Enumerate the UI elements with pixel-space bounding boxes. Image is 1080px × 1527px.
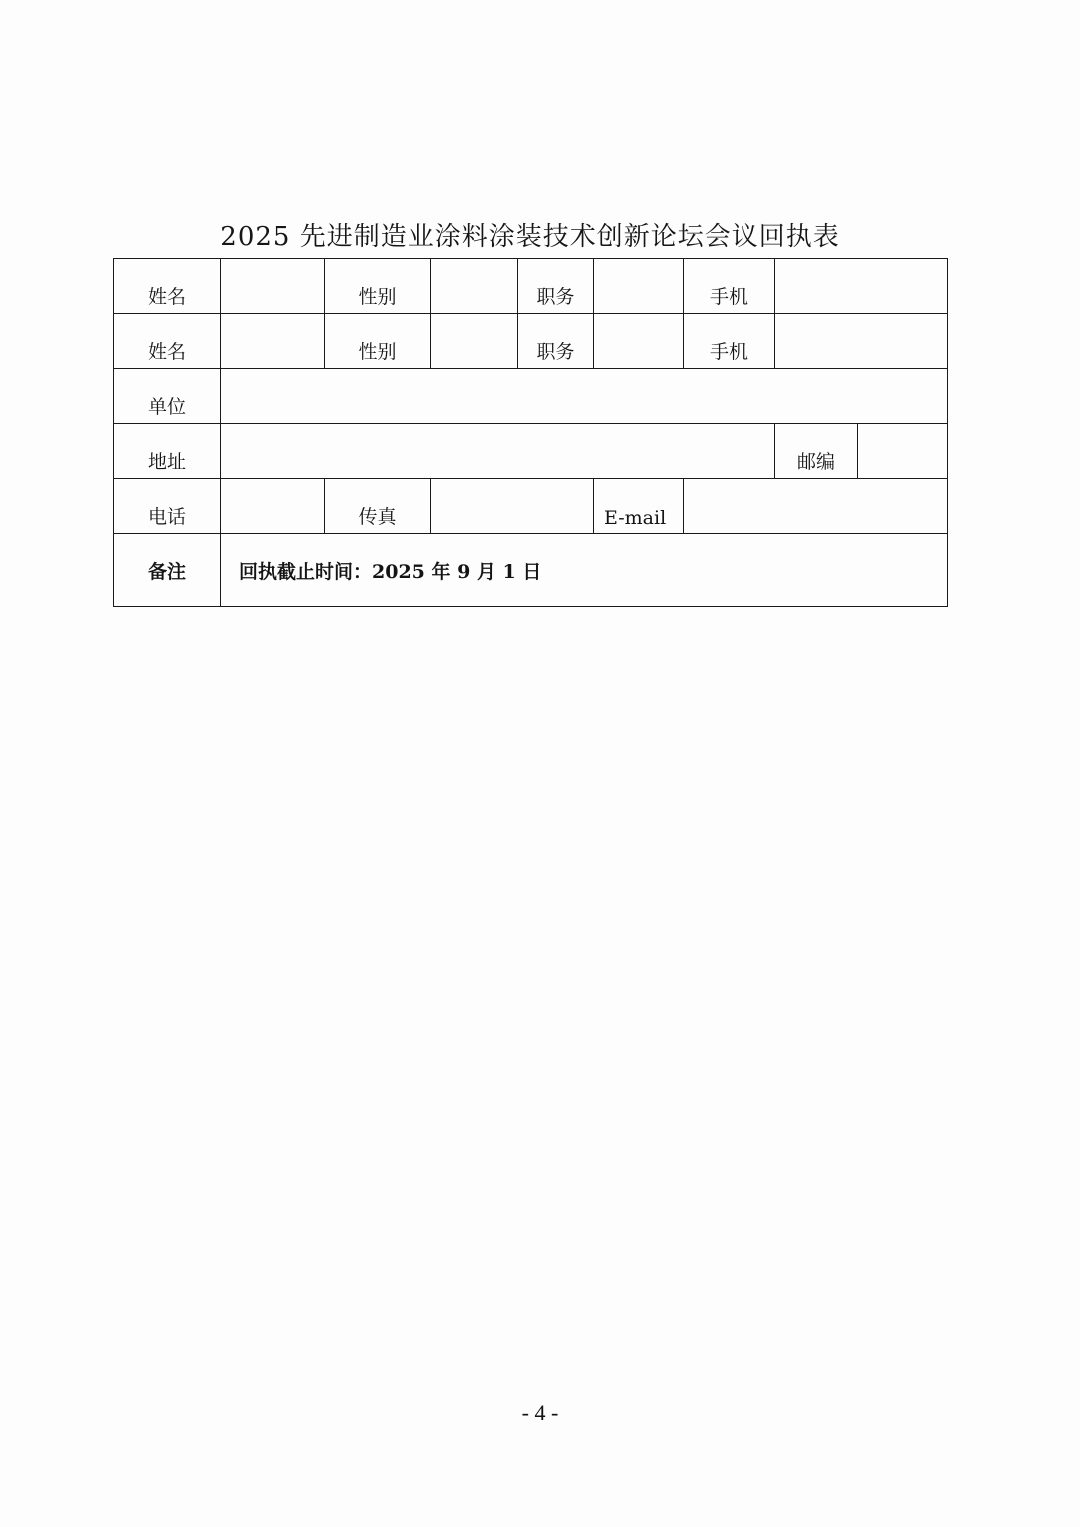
note-row [114,534,948,607]
position-field-1[interactable] [594,259,684,314]
gender-field-2[interactable] [431,314,518,369]
position-label-2: 职务 [518,314,594,369]
organization-field[interactable] [221,369,948,424]
mobile-field-2[interactable] [775,314,948,369]
form-title: 2025 先进制造业涂料涂装技术创新论坛会议回执表 [220,222,840,252]
mobile-field-1[interactable] [775,259,948,314]
attendee-row-2 [114,314,948,369]
mobile-label-1: 手机 [684,259,775,314]
note-label: 备注 [114,534,221,607]
organization-row [114,369,948,424]
address-label: 地址 [114,424,221,479]
email-field[interactable] [684,479,948,534]
phone-label: 电话 [114,479,221,534]
name-label-2: 姓名 [114,314,221,369]
gender-label-1: 性别 [325,259,431,314]
email-label: E-mail [594,479,684,534]
postcode-field[interactable] [858,424,948,479]
organization-label: 单位 [114,369,221,424]
mobile-label-2: 手机 [684,314,775,369]
position-field-2[interactable] [594,314,684,369]
address-field[interactable] [221,424,775,479]
contact-row [114,479,948,534]
name-label-1: 姓名 [114,259,221,314]
note-text: 回执截止时间：2025 年 9 月 1 日 [221,534,948,607]
page-number: - 4 - [521,1400,559,1425]
fax-label: 传真 [325,479,431,534]
position-label-1: 职务 [518,259,594,314]
gender-field-1[interactable] [431,259,518,314]
attendee-row-1 [114,259,948,314]
postcode-label: 邮编 [775,424,858,479]
address-row [114,424,948,479]
reply-form-table [113,258,948,607]
gender-label-2: 性别 [325,314,431,369]
phone-field[interactable] [221,479,325,534]
fax-field[interactable] [431,479,594,534]
name-field-1[interactable] [221,259,325,314]
name-field-2[interactable] [221,314,325,369]
